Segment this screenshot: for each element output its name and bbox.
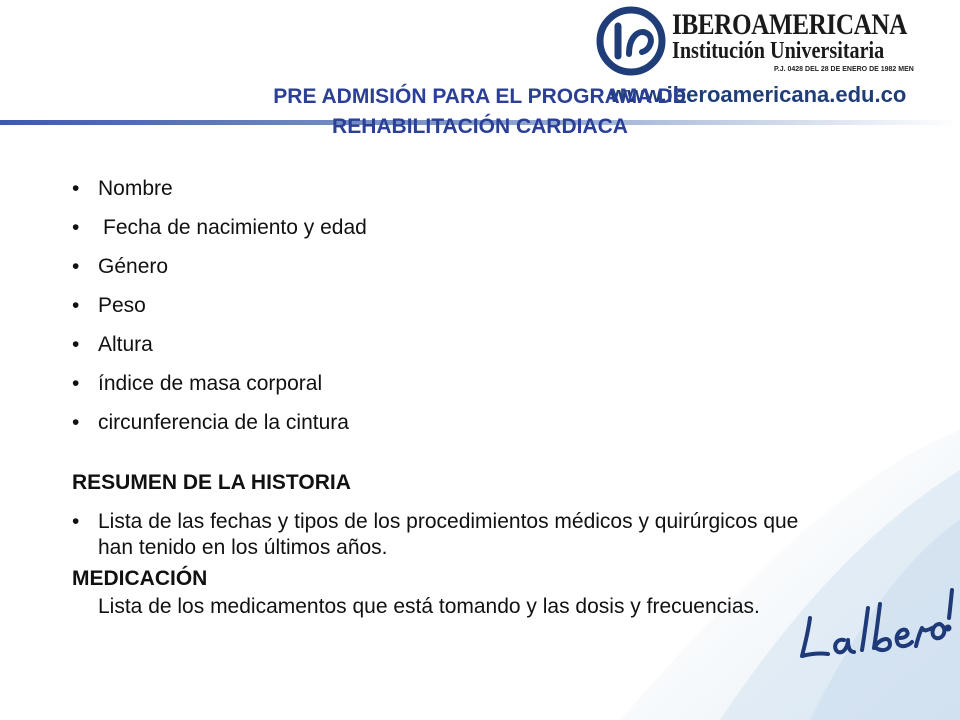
title-line-1: PRE ADMISIÓN PARA EL PROGRAMA DE [273, 85, 687, 108]
list-item: • Altura [72, 333, 153, 356]
bullet-icon: • [72, 411, 80, 434]
history-heading: RESUMEN DE LA HISTORIA [72, 471, 351, 494]
bullet-icon: • [72, 216, 80, 239]
list-item: • circunferencia de la cintura [72, 411, 349, 434]
bullet-icon: • [72, 372, 80, 395]
la-ibero-signature [796, 578, 956, 668]
list-item: • Peso [72, 294, 146, 317]
title-line-2: REHABILITACIÓN CARDIACA [332, 115, 628, 138]
iberoamericana-logo-icon [596, 6, 666, 76]
medication-text: Lista de los medicamentos que está tomando y las dosis y frecuencias. [98, 595, 760, 618]
list-item: • Fecha de nacimiento y edad [72, 216, 367, 239]
list-item: • índice de masa corporal [72, 372, 323, 395]
bullet-icon: • [72, 255, 80, 278]
list-item: • Nombre [72, 177, 173, 200]
history-list [72, 509, 812, 561]
logo-subtitle: Institución Universitaria [672, 38, 885, 64]
slide-content [72, 176, 812, 621]
bullet-icon: • [72, 177, 80, 200]
admission-fields-list [72, 176, 812, 436]
history-item-text: Lista de las fechas y tipos de los procedimientos médicos y quirúrgicos que han tenido en los últimos años. [98, 510, 799, 559]
medication-heading: MEDICACIÓN [72, 567, 208, 590]
logo-url: www.iberoamericana.edu.co [610, 82, 907, 107]
logo-name: IBEROAMERICANA [672, 8, 907, 41]
slide-title [150, 82, 810, 142]
list-item: • Género [72, 255, 169, 278]
bullet-icon: • [72, 510, 80, 533]
list-item [72, 509, 812, 561]
bullet-icon: • [72, 333, 80, 356]
logo-legal-text: P.J. 0428 DEL 28 DE ENERO DE 1982 MEN [774, 66, 914, 73]
bullet-icon: • [72, 294, 80, 317]
